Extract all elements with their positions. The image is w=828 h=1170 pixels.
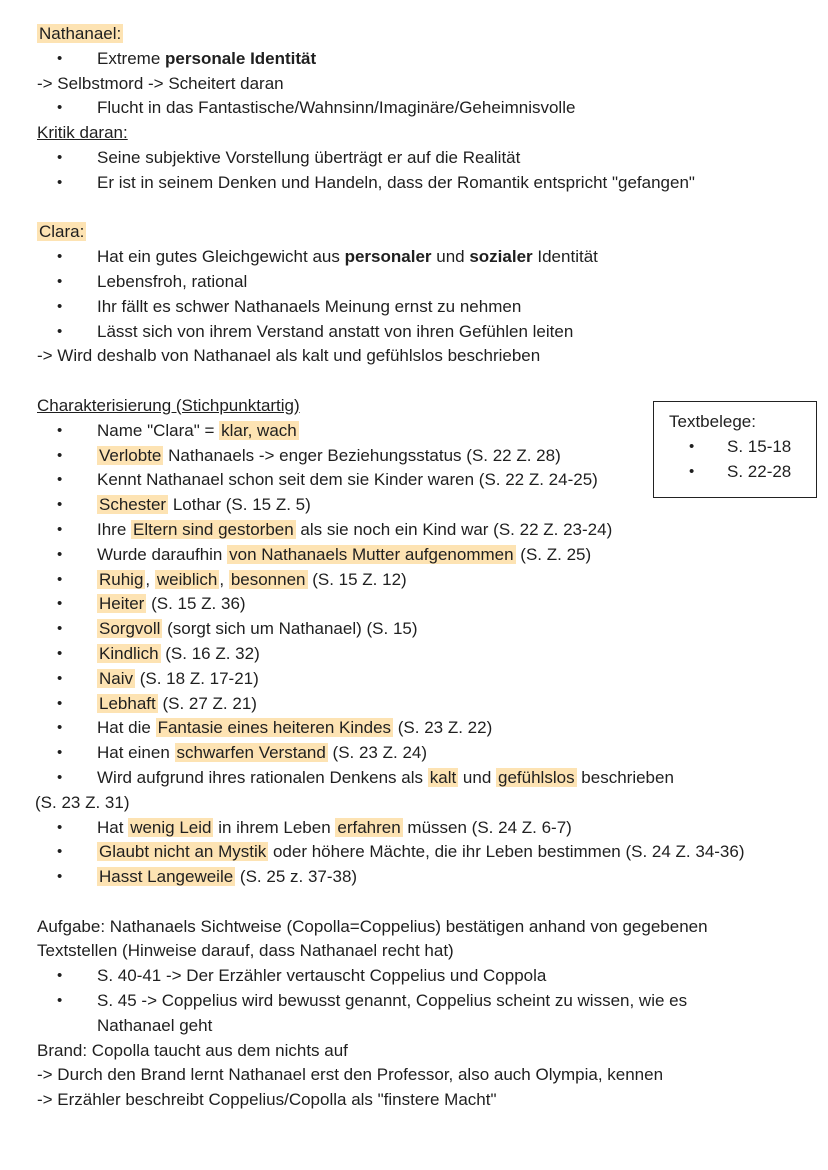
text: Ihr fällt es schwer Nathanaels Meinung ernst zu nehmen	[97, 296, 522, 316]
bullet-icon: •	[57, 967, 63, 985]
text: S. 40-41 -> Der Erzähler vertauscht Coppelius und Coppola	[97, 966, 547, 986]
char-heading: Charakterisierung (Stichpunktartig)	[37, 395, 300, 415]
highlight: Schester	[99, 495, 167, 515]
text: (S. 25 z. 37-38)	[235, 867, 358, 887]
text: oder höhere Mächte, die ihr Leben bestimmen (S. 24 Z. 34-36)	[268, 842, 745, 862]
text: Wurde daraufhin	[97, 544, 228, 564]
bullet-icon: •	[57, 694, 63, 712]
list-item	[37, 964, 817, 989]
list-item	[37, 96, 817, 121]
highlight: weiblich	[156, 569, 218, 589]
textbelege-box	[653, 401, 817, 498]
list-item	[37, 518, 817, 543]
list-item	[37, 840, 817, 865]
spacer	[37, 369, 817, 394]
bullet-icon: •	[57, 868, 63, 886]
kritik-heading-line	[37, 121, 817, 146]
spacer	[37, 196, 817, 221]
highlight: besonnen	[230, 569, 306, 589]
text: (S. 15 Z. 36)	[146, 594, 246, 614]
list-item	[669, 460, 816, 485]
document	[37, 22, 817, 1113]
list-item	[37, 741, 817, 766]
bullet-icon: •	[57, 446, 63, 464]
text: S. 22-28	[727, 461, 792, 481]
nathanael-heading-line	[37, 22, 817, 47]
list-item	[37, 320, 817, 345]
bullet-icon: •	[57, 843, 63, 861]
list-item	[37, 617, 817, 642]
list-item	[37, 295, 817, 320]
text: und	[458, 767, 497, 787]
arrow-line: -> Wird deshalb von Nathanael als kalt und gefühlslos beschrieben	[37, 346, 541, 366]
text: (sorgt sich um Nathanael) (S. 15)	[162, 619, 418, 639]
bullet-icon: •	[57, 297, 63, 315]
bullet-icon: •	[57, 545, 63, 563]
text: (S. 15 Z. 12)	[307, 569, 407, 589]
text: Hat die	[97, 718, 156, 738]
bullet-icon: •	[57, 496, 63, 514]
highlight: Eltern sind gestorben	[133, 519, 294, 539]
bold-text: personaler	[344, 247, 432, 267]
text: Lothar (S. 15 Z. 5)	[168, 495, 311, 515]
list-item-continuation	[35, 791, 817, 816]
highlight: Verlobte	[99, 445, 162, 465]
highlight: wenig Leid	[130, 817, 212, 837]
bold-text: sozialer	[469, 247, 533, 267]
text: Seine subjektive Vorstellung überträgt er auf die Realität	[97, 147, 521, 167]
highlight: Naiv	[99, 668, 134, 688]
bullet-icon: •	[57, 421, 63, 439]
text: Extreme	[97, 48, 166, 68]
text: Lebensfroh, rational	[97, 271, 248, 291]
highlight: Hasst Langeweile	[99, 867, 234, 887]
highlight: erfahren	[337, 817, 401, 837]
text: Hat	[97, 817, 129, 837]
bullet-icon: •	[57, 173, 63, 191]
bullet-icon: •	[57, 99, 63, 117]
text: beschrieben	[576, 767, 674, 787]
arrow-line: -> Durch den Brand lernt Nathanael erst den Professor, also auch Olympia, kennen	[37, 1065, 664, 1085]
list-item	[37, 766, 817, 791]
bullet-icon: •	[57, 818, 63, 836]
bullet-icon: •	[57, 744, 63, 762]
bullet-icon: •	[689, 462, 695, 480]
bullet-icon: •	[57, 992, 63, 1010]
bullet-icon: •	[57, 595, 63, 613]
text: (S. 18 Z. 17-21)	[135, 668, 259, 688]
text: als sie noch ein Kind war (S. 22 Z. 23-24)	[295, 519, 613, 539]
list-item	[37, 692, 817, 717]
highlight: schwarfen Verstand	[176, 743, 326, 763]
highlight: Sorgvoll	[99, 619, 161, 639]
list-item	[37, 716, 817, 741]
clara-heading-line	[37, 220, 817, 245]
highlight: von Nathanaels Mutter aufgenommen	[229, 544, 514, 564]
bullet-icon: •	[57, 49, 63, 67]
highlight: Heiter	[99, 594, 145, 614]
aufgabe-line: Aufgabe: Nathanaels Sichtweise (Copolla=Coppelius) bestätigen anhand von gegebenen	[37, 916, 708, 936]
highlight: gefühlslos	[498, 767, 575, 787]
list-item	[37, 171, 817, 196]
bullet-icon: •	[57, 768, 63, 786]
bullet-icon: •	[57, 520, 63, 538]
text: (S. 16 Z. 32)	[160, 643, 260, 663]
text: Er ist in seinem Denken und Handeln, dass der Romantik entspricht "gefangen"	[97, 172, 695, 192]
textbelege-title: Textbelege:	[669, 412, 756, 431]
kritik-heading: Kritik daran:	[37, 123, 128, 143]
text: Identität	[532, 247, 598, 267]
bullet-icon: •	[57, 248, 63, 266]
highlight: Fantasie eines heiteren Kindes	[157, 718, 392, 738]
highlight: Ruhig	[99, 569, 144, 589]
bullet-icon: •	[57, 719, 63, 737]
nathanael-heading: Nathanael:	[39, 24, 122, 43]
highlight: Lebhaft	[99, 693, 156, 713]
brand-line: Brand: Copolla taucht aus dem nichts auf	[37, 1040, 348, 1060]
text: Hat ein gutes Gleichgewicht aus	[97, 247, 345, 267]
text: müssen (S. 24 Z. 6-7)	[402, 817, 572, 837]
list-item	[37, 989, 797, 1039]
arrow-line: -> Selbstmord -> Scheitert daran	[37, 73, 284, 93]
text: Flucht in das Fantastische/Wahnsinn/Imaginäre/Geheimnisvolle	[97, 98, 576, 118]
text: Name "Clara" =	[97, 420, 220, 440]
list-item	[37, 642, 817, 667]
list-item	[37, 47, 817, 72]
arrow-line: -> Erzähler beschreibt Coppelius/Copolla als "finstere Macht"	[37, 1090, 497, 1110]
bullet-icon: •	[57, 471, 63, 489]
bullet-icon: •	[689, 437, 695, 455]
bullet-icon: •	[57, 570, 63, 588]
highlight: kalt	[429, 767, 457, 787]
highlight: klar, wach	[221, 420, 297, 440]
text: (S. 23 Z. 22)	[393, 718, 493, 738]
list-item	[37, 543, 817, 568]
bullet-icon: •	[57, 669, 63, 687]
text: (S. 23 Z. 31)	[35, 792, 130, 812]
text: und	[431, 247, 470, 267]
text: in ihrem Leben	[213, 817, 336, 837]
text: S. 45 -> Coppelius wird bewusst genannt, Coppelius scheint zu wissen, wie es Nathanael geht	[97, 991, 688, 1035]
list-item	[37, 816, 817, 841]
text: Kennt Nathanael schon seit dem sie Kinder waren (S. 22 Z. 24-25)	[97, 470, 598, 490]
list-item	[37, 592, 817, 617]
list-item	[37, 146, 817, 171]
text: Hat einen	[97, 743, 175, 763]
text: (S. 23 Z. 24)	[327, 743, 428, 763]
aufgabe-line: Textstellen (Hinweise darauf, dass Nathanael recht hat)	[37, 941, 454, 961]
list-item	[37, 667, 817, 692]
text: (S. 27 Z. 21)	[157, 693, 257, 713]
list-item: • Ruhig , weiblich , besonnen (S. 15 Z. 12)	[37, 568, 817, 593]
spacer	[37, 890, 817, 915]
text: Wird aufgrund ihres rationalen Denkens als	[97, 767, 428, 787]
bullet-icon: •	[57, 148, 63, 166]
list-item	[37, 865, 817, 890]
bullet-icon: •	[57, 322, 63, 340]
bullet-icon: •	[57, 644, 63, 662]
list-item	[37, 270, 817, 295]
text: Ihre	[97, 519, 132, 539]
bullet-icon: •	[57, 620, 63, 638]
list-item	[669, 435, 816, 460]
highlight: Glaubt nicht an Mystik	[99, 842, 267, 862]
text: (S. Z. 25)	[515, 544, 592, 564]
text: S. 15-18	[727, 436, 792, 456]
highlight: Kindlich	[99, 643, 159, 663]
text: Lässt sich von ihrem Verstand anstatt von ihren Gefühlen leiten	[97, 321, 574, 341]
bullet-icon: •	[57, 272, 63, 290]
clara-heading: Clara:	[39, 222, 85, 242]
bold-text: personale Identität	[165, 48, 317, 68]
text: Nathanaels -> enger Beziehungsstatus (S. 22 Z. 28)	[163, 445, 561, 465]
list-item	[37, 245, 817, 270]
